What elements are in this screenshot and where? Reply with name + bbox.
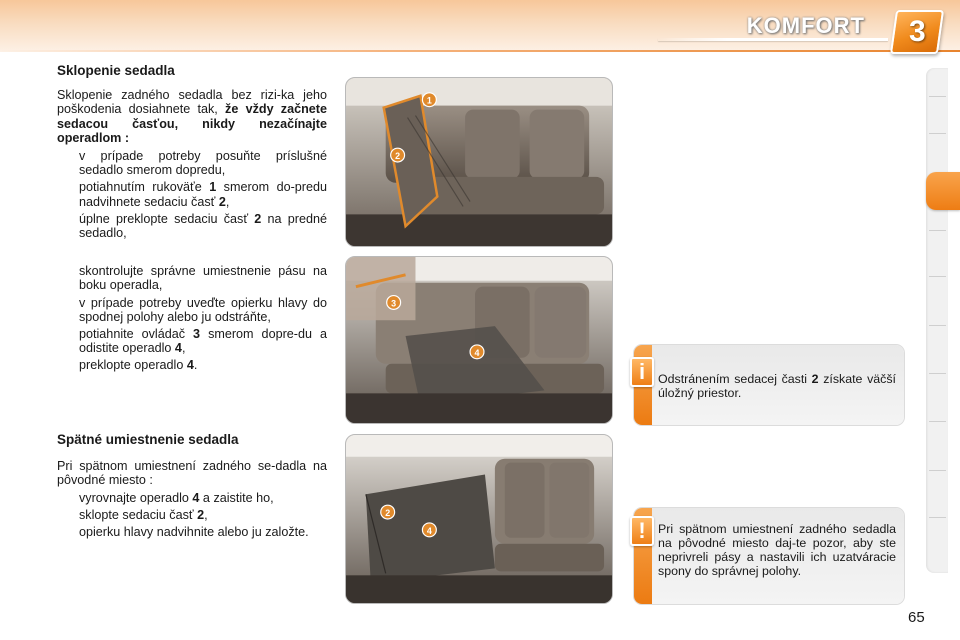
part-label: 1 <box>426 95 432 106</box>
tab-mark[interactable] <box>929 373 946 374</box>
tab-mark[interactable] <box>929 421 946 422</box>
info-icon: i <box>630 357 654 387</box>
section-restore <box>57 433 327 539</box>
warning-text: Pri spätnom umiestnení zadného sedadla na pôvodné miesto daj-te pozor, aby ste neprivreli pásy a nastavili ich uzatváracie spony do správnej polohy. <box>658 522 896 578</box>
step-text: úplne preklopte sedaciu časť <box>79 211 255 226</box>
fold-steps-b <box>57 264 327 372</box>
part-number: 4 <box>192 490 200 505</box>
step-text: skontrolujte správne umiestnenie pásu na boku operadla, <box>79 264 327 293</box>
part-label: 2 <box>385 508 391 519</box>
step-text: preklopte operadlo <box>79 358 187 373</box>
chapter-tab-rail <box>926 68 948 573</box>
list-item <box>57 525 327 539</box>
info-text <box>658 372 896 400</box>
chapter-badge <box>890 10 944 54</box>
intro-paragraph <box>57 88 327 145</box>
part-number: 4 <box>186 358 194 373</box>
photo-seat-folded <box>345 434 613 604</box>
fold-steps-a <box>57 149 327 240</box>
step-text: v prípade potreby posuňte príslušné sedadlo smerom dopredu, <box>79 149 327 178</box>
step-text: potiahnutím rukoväťe <box>79 180 210 195</box>
info-text-part: získate väčší úložný priestor. <box>658 372 896 400</box>
tab-mark[interactable] <box>929 96 946 97</box>
list-item <box>57 264 327 292</box>
info-callout <box>634 345 904 425</box>
title-rule <box>658 38 888 41</box>
list-item <box>57 212 327 240</box>
info-text-part: Odstránením sedacej časti <box>658 372 812 386</box>
part-label: 4 <box>474 347 480 358</box>
intro-paragraph: Pri spätnom umiestnení zadného se-dadla na pôvodné miesto : <box>57 459 327 488</box>
step-text: potiahnite ovládač <box>79 327 194 342</box>
tab-mark[interactable] <box>929 517 946 518</box>
step-text: , <box>204 507 208 522</box>
list-item <box>57 358 327 372</box>
list-item <box>57 149 327 177</box>
photo-backrest-release <box>345 256 613 424</box>
restore-steps <box>57 491 327 540</box>
step-text: vyrovnajte operadlo <box>79 490 193 505</box>
tab-mark[interactable] <box>929 276 946 277</box>
section-fold <box>57 64 327 373</box>
list-item <box>57 327 327 355</box>
step-text: smerom dopre-du a odistite operadlo <box>79 327 327 356</box>
part-number: 2 <box>218 194 226 209</box>
intro-text: Sklopenie zadného sedadla bez rizi-ka jeho poškodenia dosiahnete tak, <box>57 88 327 117</box>
part-number: 2 <box>197 507 205 522</box>
section-heading: Sklopenie sedadla <box>57 63 175 78</box>
seat-illustration <box>346 435 612 603</box>
seat-illustration <box>346 78 612 246</box>
step-text: na predné sedadlo, <box>79 211 327 241</box>
tab-mark[interactable] <box>929 133 946 134</box>
list-item <box>57 180 327 208</box>
list-item <box>57 296 327 324</box>
part-number: 4 <box>174 341 182 356</box>
warning-callout <box>634 508 904 604</box>
part-label: 2 <box>395 151 401 162</box>
part-number: 3 <box>193 327 201 342</box>
step-text: . <box>193 358 198 373</box>
part-number: 2 <box>254 211 262 226</box>
chapter-number: 3 <box>908 15 926 48</box>
tab-mark[interactable] <box>929 470 946 471</box>
seat-illustration <box>346 257 612 423</box>
list-item <box>57 508 327 522</box>
part-number: 1 <box>209 180 217 195</box>
step-text: v prípade potreby uveďte opierku hlavy do spodnej polohy alebo ju odstráňte, <box>79 295 327 324</box>
tab-mark[interactable] <box>929 230 946 231</box>
active-chapter-tab[interactable] <box>926 172 960 210</box>
page-number: 65 <box>908 609 925 626</box>
step-text: , <box>225 194 230 209</box>
step-text: sklopte sedaciu časť <box>79 507 198 522</box>
section-heading: Spätné umiestnenie sedadla <box>57 432 239 447</box>
part-number: 2 <box>811 372 819 386</box>
tab-mark[interactable] <box>929 325 946 326</box>
step-text: a zaistite ho, <box>199 490 274 505</box>
part-label: 3 <box>391 298 397 309</box>
step-text: smerom do-predu nadvihnete sedaciu časť <box>79 180 327 209</box>
part-label: 4 <box>426 525 432 536</box>
list-item <box>57 491 327 505</box>
step-text: opierku hlavy nadvihnite alebo ju založte. <box>79 525 309 540</box>
step-text: , <box>181 341 186 356</box>
warning-icon: ! <box>630 516 654 546</box>
chapter-title: KOMFORT <box>746 13 865 38</box>
intro-bold-text: že vždy začnete sedacou časťou, nikdy nezačínajte operadlom : <box>57 102 328 145</box>
photo-cushion-raised <box>345 77 613 247</box>
